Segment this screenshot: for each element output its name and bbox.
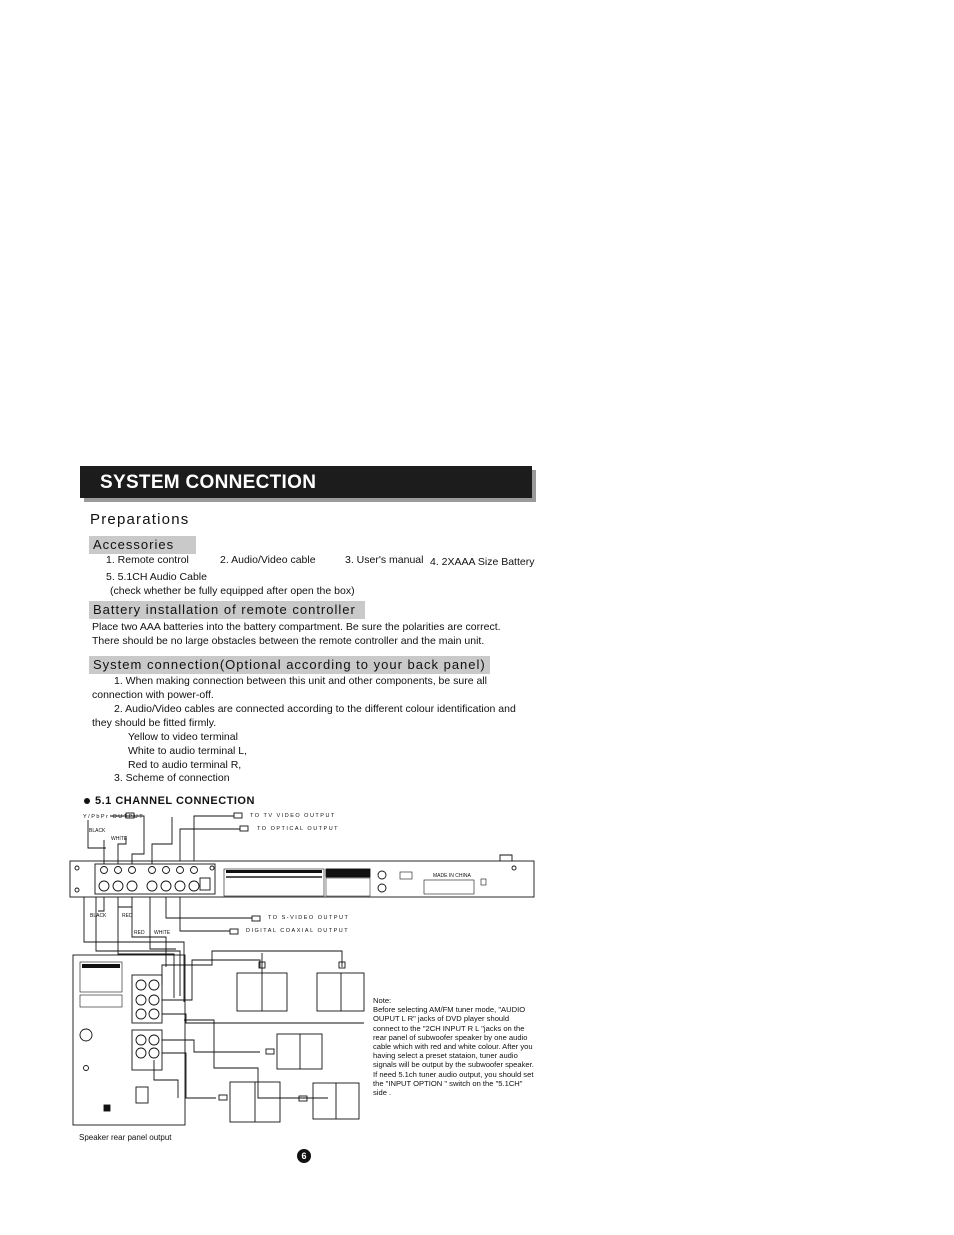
label-to-svideo: TO S-VIDEO OUTPUT: [268, 915, 350, 921]
label-white-2: WHITE: [154, 930, 171, 936]
page-number: 6: [297, 1149, 311, 1163]
label-black-bottom: BLACK: [90, 913, 107, 919]
system-line: they should be fitted firmly.: [92, 717, 217, 729]
speaker-center: [266, 1034, 322, 1069]
speaker-rear-caption: Speaker rear panel output: [79, 1133, 172, 1142]
system-line: connection with power-off.: [92, 689, 214, 701]
accessory-item: 3. User's manual: [345, 554, 424, 566]
page-title: SYSTEM CONNECTION: [100, 472, 317, 493]
speaker-front-left: [237, 953, 287, 1011]
label-red: RED: [134, 930, 145, 936]
accessory-item: 5. 5.1CH Audio Cable: [106, 571, 207, 583]
system-line: 2. Audio/Video cables are connected according to the different colour identification and: [114, 703, 516, 715]
battery-line: Place two AAA batteries into the battery compartment. Be sure the polarities are correct.: [92, 621, 501, 633]
tuner-note: Note: Before selecting AM/FM tuner mode, "AUDIO OUPUT L R" jacks of DVD player should connect to the "2CH INPUT R L "jacks on the rear panel of subwoofer speaker by one audio cable which with red and white colour. After you having select a preset stataion, tuner audio signals will be output by the subwoofer speaker. If need 5.1ch tuner audio output, you should set the "INPUT OPTION " switch on the "5.1CH" side .: [373, 996, 534, 1098]
diagram-title: 5.1 CHANNEL CONNECTION: [95, 795, 255, 807]
speaker-surround-right: [299, 1083, 359, 1119]
label-made-in-china: MADE IN CHINA: [433, 873, 471, 879]
system-line: 3. Scheme of connection: [114, 772, 230, 784]
label-white: WHITE: [111, 836, 128, 842]
dvd-rear-panel: [70, 861, 534, 897]
accessories-heading: Accessories: [89, 536, 196, 554]
accessory-item: 1. Remote control: [106, 554, 189, 566]
system-line: Red to audio terminal R,: [128, 759, 242, 771]
accessory-item: 4. 2XAAA Size Battery: [430, 556, 535, 568]
accessory-check-note: (check whether be fully equipped after open the box): [110, 585, 355, 597]
battery-heading: Battery installation of remote controller: [89, 601, 365, 619]
accessory-item: 2. Audio/Video cable: [220, 554, 316, 566]
label-to-tv-video: TO TV VIDEO OUTPUT: [250, 813, 336, 819]
label-to-optical: TO OPTICAL OUTPUT: [257, 826, 340, 832]
speaker-front-right: [317, 962, 364, 1011]
system-connection-heading: System connection(Optional according to your back panel): [89, 656, 490, 674]
label-digital-coaxial: DIGITAL COAXIAL OUTPUT: [246, 928, 350, 934]
label-ypbpr-output: Y/PbPr OUTPUT: [83, 814, 145, 820]
system-line: Yellow to video terminal: [128, 731, 238, 743]
speaker-surround-left: [219, 1082, 280, 1122]
preparations-heading: Preparations: [90, 511, 190, 528]
system-line: 1. When making connection between this unit and other components, be sure all: [114, 675, 487, 687]
battery-line: There should be no large obstacles between the remote controller and the main unit.: [92, 635, 485, 647]
system-line: White to audio terminal L,: [128, 745, 248, 757]
label-black: BLACK: [89, 828, 106, 834]
label-red-bottom: RED: [122, 913, 133, 919]
